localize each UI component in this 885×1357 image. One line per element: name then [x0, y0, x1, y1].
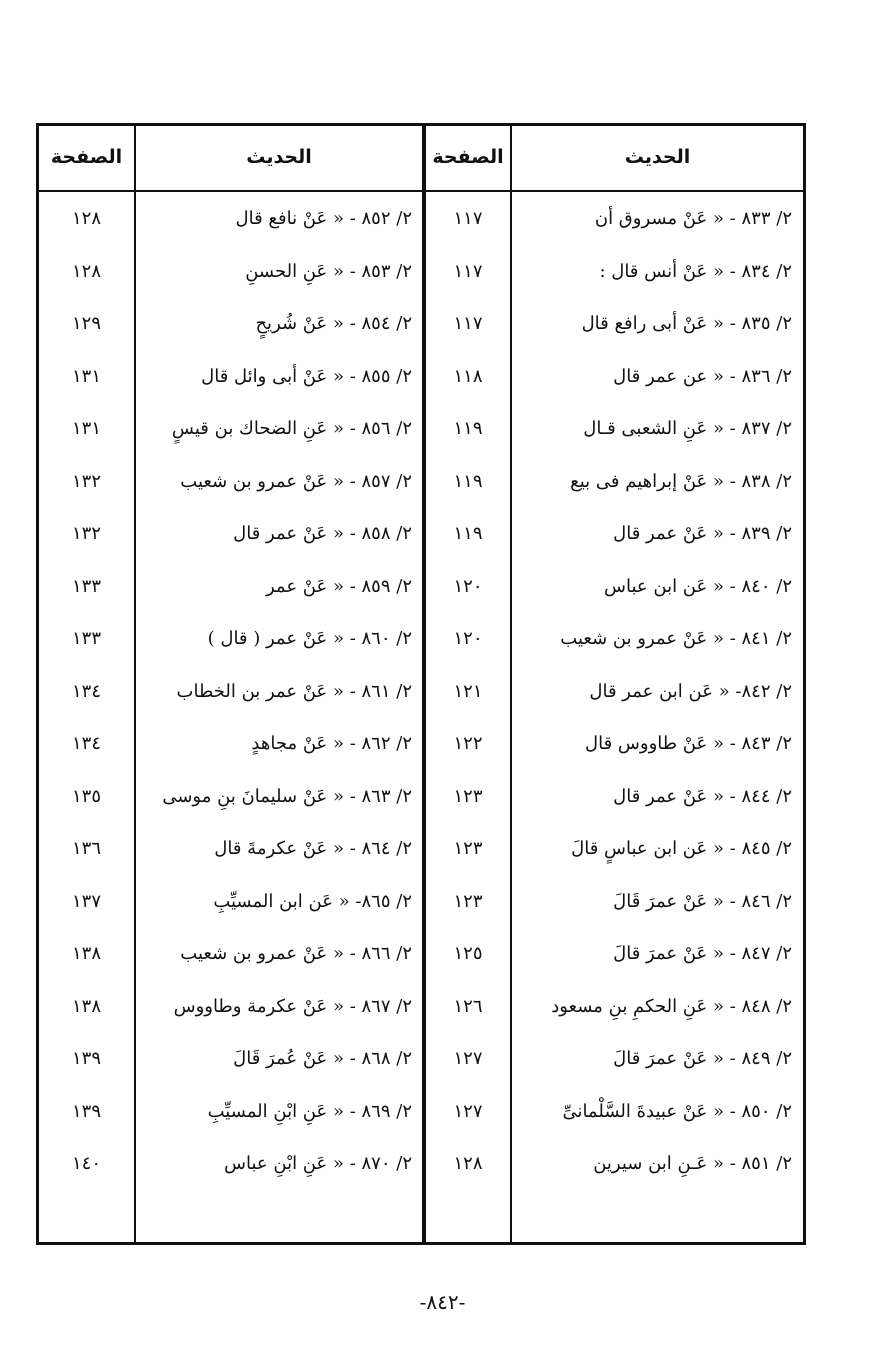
page-number: -٨٤٢- [419, 1290, 466, 1314]
left-hadith-entry: ٢/ ٨٥٨ - « عَنْ عمر قال [233, 523, 412, 544]
left-page-number: ١٣٨ [71, 943, 101, 964]
right-page-number: ١٢٧ [453, 1101, 483, 1122]
left-page-number: ١٤٠ [71, 1153, 101, 1174]
right-page-number: ١١٩ [453, 418, 483, 439]
right-page-header: الصفحة [432, 146, 504, 168]
right-page-number: ١٢١ [453, 681, 483, 702]
right-page-number: ١١٨ [453, 366, 483, 387]
right-hadith-entry: ٢/ ٨٣٦ - « عن عمر قال [613, 366, 792, 387]
left-hadith-entry: ٢/ ٨٦٧ - « عَنْ عكرمة وطاووس [173, 996, 412, 1017]
left-hadith-entry: ٢/ ٨٥٥ - « عَنْ أبى وائل قال [201, 366, 412, 387]
left-page-number: ١٢٨ [71, 261, 101, 282]
index-table [36, 123, 806, 1245]
left-hadith-entry: ٢/ ٨٧٠ - « عَنِ ابْنِ عباس [224, 1153, 412, 1174]
right-hadith-entry: ٢/ ٨٣٨ - « عَنْ إبراهيم فى بيع [570, 471, 792, 492]
right-page-number: ١٢٢ [453, 733, 483, 754]
right-hadith-entry: ٢/ ٨٤٩ - « عَنْ عمرَ قالَ [613, 1048, 792, 1069]
left-page-number: ١٣٦ [71, 838, 101, 859]
left-page-number: ١٣٨ [71, 996, 101, 1017]
right-page-number: ١٢٨ [453, 1153, 483, 1174]
right-hadith-entry: ٢/ ٨٤١ - « عَنْ عمرو بن شعيب [560, 628, 792, 649]
right-page-number: ١٢٠ [453, 628, 483, 649]
left-page-number: ١٣٢ [71, 471, 101, 492]
left-hadith-entry: ٢/ ٨٥٦ - « عَنِ الضحاك بن قيسٍ [171, 418, 412, 439]
left-hadith-entry: ٢/ ٨٥٢ - « عَنْ نافع قال [235, 208, 412, 229]
right-page-number: ١٢٠ [453, 576, 483, 597]
left-page-header: الصفحة [50, 146, 123, 168]
right-page-number: ١٢٣ [453, 838, 483, 859]
left-page-number: ١٢٨ [71, 208, 101, 229]
left-page-number: ١٣٩ [71, 1048, 101, 1069]
header-divider [39, 190, 803, 192]
left-hadith-header: الحديث [246, 146, 312, 168]
right-hadith-entry: ٢/ ٨٣٣ - « عَنْ مسروق أن [594, 208, 792, 229]
left-page-number: ١٣١ [71, 366, 101, 387]
left-hadith-entry: ٢/ ٨٦٩ - « عَنِ ابْنِ المسيِّبِ [207, 1101, 412, 1122]
right-hadith-entry: ٢/ ٨٤٨ - « عَنِ الحكمِ بنِ مسعود [551, 996, 792, 1017]
right-hadith-entry: ٢/ ٨٤٢- « عَن ابن عمر قال [589, 681, 792, 702]
right-hadith-entry: ٢/ ٨٤٣ - « عَنْ طاووس قال [585, 733, 792, 754]
left-hadith-entry: ٢/ ٨٥٩ - « عَنْ عمر [266, 576, 412, 597]
left-hadith-entry: ٢/ ٨٦٣ - « عَنْ سليمانَ بنِ موسى [162, 786, 412, 807]
left-page-number: ١٣٧ [71, 891, 101, 912]
left-page-number: ١٣٤ [71, 733, 101, 754]
right-hadith-entry: ٢/ ٨٣٧ - « عَنِ الشعبى قـال [583, 418, 792, 439]
right-page-number: ١١٩ [453, 471, 483, 492]
left-page-number: ١٣٥ [71, 786, 101, 807]
right-page-number: ١١٧ [453, 313, 483, 334]
left-page-number: ١٣٣ [71, 628, 101, 649]
left-page-number: ١٣٤ [71, 681, 101, 702]
right-page-number: ١١٩ [453, 523, 483, 544]
left-page-number: ١٢٩ [71, 313, 101, 334]
left-page-number: ١٣٢ [71, 523, 101, 544]
left-hadith-entry: ٢/ ٨٥٤ - « عَنْ شُريحٍ [255, 313, 412, 334]
right-hadith-entry: ٢/ ٨٤٤ - « عَنْ عمر قال [613, 786, 792, 807]
right-hadith-entry: ٢/ ٨٣٤ - « عَنْ أنس قال : [599, 261, 792, 282]
left-hadith-entry: ٢/ ٨٦٥- « عَن ابن المسيِّبِ [213, 891, 412, 912]
left-hadith-entry: ٢/ ٨٦٦ - « عَنْ عمرو بن شعيب [180, 943, 412, 964]
left-hadith-entry: ٢/ ٨٦٠ - « عَنْ عمر ( قال ) [207, 628, 412, 649]
right-hadith-entry: ٢/ ٨٤٠ - « عَن ابن عباس [604, 576, 792, 597]
right-page-number: ١٢٥ [453, 943, 483, 964]
right-page-number: ١١٧ [453, 208, 483, 229]
left-hadith-entry: ٢/ ٨٦٢ - « عَنْ مجاهدٍ [251, 733, 412, 754]
right-page-number: ١٢٣ [453, 786, 483, 807]
right-page-number: ١١٧ [453, 261, 483, 282]
right-page-number: ١٢٣ [453, 891, 483, 912]
left-hadith-entry: ٢/ ٨٦٨ - « عَنْ عُمرَ قَالَ [233, 1048, 412, 1069]
left-page-number: ١٣٩ [71, 1101, 101, 1122]
right-hadith-header: الحديث [624, 146, 691, 168]
left-page-number: ١٣٣ [71, 576, 101, 597]
left-page-number: ١٣١ [71, 418, 101, 439]
right-hadith-entry: ٢/ ٨٣٥ - « عَنْ أبى رافع قال [581, 313, 792, 334]
right-hadith-entry: ٢/ ٨٥٠ - « عَنْ عبيدةَ السَّلْمانىِّ [562, 1101, 792, 1122]
right-hadith-entry: ٢/ ٨٤٦ - « عَنْ عمرَ قَالَ [613, 891, 792, 912]
right-hadith-entry: ٢/ ٨٣٩ - « عَنْ عمر قال [613, 523, 792, 544]
right-hadith-entry: ٢/ ٨٤٧ - « عَنْ عمرَ قالَ [613, 943, 792, 964]
left-hadith-entry: ٢/ ٨٥٣ - « عَنِ الحسنِ [245, 261, 412, 282]
right-hadith-entry: ٢/ ٨٥١ - « عَـنِ ابن سيرين [593, 1153, 792, 1174]
left-hadith-entry: ٢/ ٨٦٤ - « عَنْ عكرمةَ قال [214, 838, 412, 859]
right-page-number: ١٢٧ [453, 1048, 483, 1069]
left-hadith-entry: ٢/ ٨٥٧ - « عَنْ عمرو بن شعيب [180, 471, 412, 492]
left-hadith-entry: ٢/ ٨٦١ - « عَنْ عمر بن الخطاب [176, 681, 412, 702]
right-page-number: ١٢٦ [453, 996, 483, 1017]
right-hadith-entry: ٢/ ٨٤٥ - « عَن ابن عباسٍ قالَ [571, 838, 792, 859]
